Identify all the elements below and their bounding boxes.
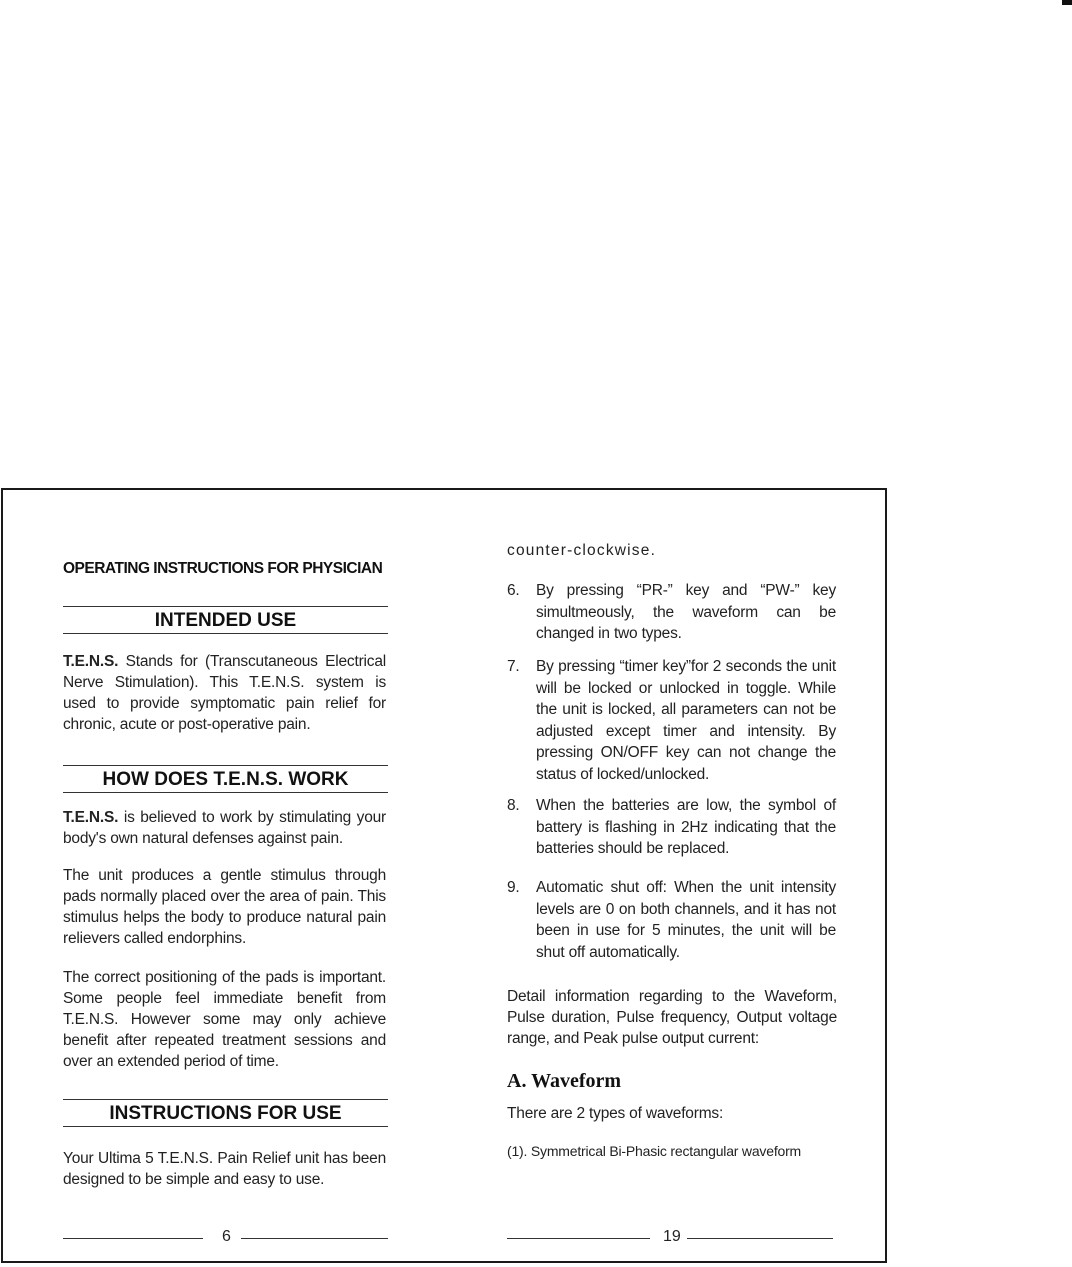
footer-rule [687,1238,833,1239]
footer-rule [241,1238,388,1239]
continued-text: counter-clockwise. [507,542,657,559]
footer-rule [63,1238,203,1239]
page-number: 19 [663,1228,681,1245]
instruction-item-6 [501,580,836,645]
item-text: When the batteries are low, the symbol of battery is flashing in 2Hz indicating that the batteries should be replaced. [536,797,836,857]
section-heading-how-tens-works: HOW DOES T.E.N.S. WORK [63,765,388,793]
item-text: By pressing “timer key”for 2 seconds the unit will be locked or unlocked in toggle. While the unit is locked, all parameters can not be adjusted except timer and intensity. By pressing ON/OFF key can not change the status of locked/unlocked. [536,658,836,783]
footer-rule [507,1238,650,1239]
page-footer-right [507,1228,837,1248]
item-number: 7. [507,658,520,675]
intended-use-paragraph: T.E.N.S. Stands for (Transcutaneous Electrical Nerve Stimulation). This T.E.N.S. system is used to provide symptomatic pain relief for chronic, acute or post-operative pain. [63,653,386,733]
section-heading-intended-use: INTENDED USE [63,606,388,634]
tens-lead: T.E.N.S. [63,653,119,670]
item-number: 9. [507,879,520,896]
item-text: By pressing “PR-” key and “PW-” key simultmeously, the waveform can be changed in two types. [536,582,836,642]
corner-scan-mark [1062,0,1072,5]
item-number: 8. [507,797,520,814]
manual-spread [1,488,887,1263]
page-number: 6 [222,1228,231,1245]
waveform-item-1: (1). Symmetrical Bi-Phasic rectangular waveform [507,1143,802,1159]
instructions-paragraph: Your Ultima 5 T.E.N.S. Pain Relief unit has been designed to be simple and easy to use. [63,1150,386,1188]
instruction-item-9 [501,877,836,963]
waveform-intro: There are 2 types of waveforms: [507,1105,724,1122]
how-works-paragraph-1: T.E.N.S. is believed to work by stimulating your body's own natural defenses against pain. [63,809,386,847]
page-footer-left [63,1228,388,1248]
instruction-item-7 [501,656,836,785]
instruction-item-8 [501,795,836,860]
tens-lead: T.E.N.S. [63,809,119,826]
item-text: Automatic shut off: When the unit intensity levels are 0 on both channels, and it has not been in use for 5 minutes, the unit will be shut off automatically. [536,879,836,961]
waveform-heading: A. Waveform [507,1070,622,1092]
document-title: OPERATING INSTRUCTIONS FOR PHYSICIAN [63,560,383,577]
section-heading-instructions-for-use: INSTRUCTIONS FOR USE [63,1099,388,1127]
detail-paragraph: Detail information regarding to the Waveform, Pulse duration, Pulse frequency, Output voltage range, and Peak pulse output current: [507,988,837,1047]
item-number: 6. [507,582,520,599]
how-works-paragraph-2: The unit produces a gentle stimulus through pads normally placed over the area of pain. This stimulus helps the body to produce natural pain relievers called endorphins. [63,867,386,947]
how-works-paragraph-3: The correct positioning of the pads is important. Some people feel immediate benefit from T.E.N.S. However some may only achieve benefit after repeated treatment sessions and over an extended period of time. [63,969,386,1070]
